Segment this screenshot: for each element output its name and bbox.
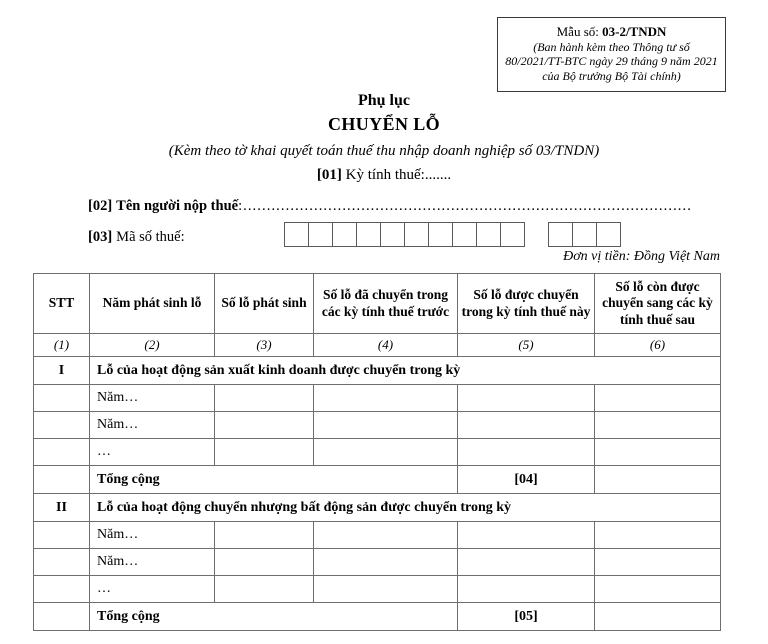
section-number: I [34,357,90,385]
table-row [34,385,721,412]
tax-code-cell-1[interactable] [284,222,309,247]
loss-carryforward-table [33,273,721,631]
tax-code-cell-7[interactable] [428,222,453,247]
cell-stt [34,576,90,603]
section-number: II [34,494,90,522]
cell-loss-carried-next[interactable] [595,522,721,549]
tax-code-cell-2[interactable] [308,222,333,247]
form-issue-line-3: của Bộ trưởng Bộ Tài chính) [542,69,681,84]
tax-code-cell-4[interactable] [356,222,381,247]
header-loss-carried-this: Số lỗ được chuyển trong kỳ tính thuế này [458,274,595,334]
taxpayer-mst-code: [03] [88,228,113,245]
colnum-1: (1) [34,334,90,357]
tax-code-branch-cell-3[interactable] [596,222,621,247]
section-total-row [34,466,721,494]
cell-stt [34,385,90,412]
cell-loss-arisen[interactable] [215,412,314,439]
tax-code-cell-8[interactable] [452,222,477,247]
form-code-prefix: Mẫu số: [556,24,599,39]
section-total-row [34,603,721,631]
tax-code-branch-cell-2[interactable] [572,222,597,247]
form-issue-line-2: 80/2021/TT-BTC ngày 29 tháng 9 năm 2021 [505,54,718,69]
cell-loss-carried-next[interactable] [595,385,721,412]
colnum-4: (4) [314,334,458,357]
currency-unit-note: Đơn vị tiền: Đồng Việt Nam [563,249,720,264]
cell-stt [34,603,90,631]
cell-loss-year: … [90,576,215,603]
form-code-value: 03-2/TNDN [602,24,667,39]
taxpayer-name-code: [02] [88,198,113,214]
table-column-number-row [34,334,721,357]
taxpayer-name-label: Tên người nộp thuế [116,198,239,214]
header-loss-carried-next: Số lỗ còn được chuyển sang các kỳ tính thuế sau [595,274,721,334]
total-label: Tổng cộng [90,603,458,631]
cell-loss-carried-prev[interactable] [314,385,458,412]
cell-loss-arisen[interactable] [215,439,314,466]
tax-code-cell-5[interactable] [380,222,405,247]
document-title-block [0,90,768,187]
page-title: CHUYỂN LỖ [327,114,441,135]
tax-period-value: ....... [424,167,452,184]
section-header-row [34,357,721,385]
cell-loss-carried-next[interactable] [595,549,721,576]
cell-loss-carried-prev[interactable] [314,412,458,439]
cell-loss-year: Năm… [90,522,215,549]
taxpayer-mst-label: Mã số thuế: [116,228,185,245]
tax-code-branch-cell-1[interactable] [548,222,573,247]
cell-stt [34,549,90,576]
table-row [34,549,721,576]
tax-period-line [0,163,768,187]
tax-code-cell-3[interactable] [332,222,357,247]
total-indicator-code: [04] [458,466,595,494]
taxpayer-name-row [88,198,728,222]
total-carried-next[interactable] [595,603,721,631]
total-indicator-code: [05] [458,603,595,631]
header-loss-year: Năm phát sinh lỗ [90,274,215,334]
section-header-row [34,494,721,522]
tax-code-cell-10[interactable] [500,222,525,247]
cell-loss-carried-this[interactable] [458,439,595,466]
cell-stt [34,466,90,494]
cell-loss-year: Năm… [90,412,215,439]
cell-stt [34,439,90,466]
colnum-5: (5) [458,334,595,357]
cell-stt [34,412,90,439]
cell-loss-carried-prev[interactable] [314,522,458,549]
header-loss-carried-prev: Số lỗ đã chuyển trong các kỳ tính thuế trước [314,274,458,334]
cell-loss-arisen[interactable] [215,576,314,603]
cell-loss-arisen[interactable] [215,385,314,412]
cell-loss-carried-next[interactable] [595,412,721,439]
cell-loss-year: … [90,439,215,466]
colnum-6: (6) [595,334,721,357]
title-kicker: Phụ lục [357,92,410,109]
total-label: Tổng cộng [90,466,458,494]
table-row [34,522,721,549]
cell-loss-carried-next[interactable] [595,576,721,603]
cell-loss-carried-prev[interactable] [314,439,458,466]
cell-loss-carried-this[interactable] [458,385,595,412]
table-row [34,576,721,603]
cell-loss-arisen[interactable] [215,549,314,576]
cell-loss-carried-prev[interactable] [314,549,458,576]
cell-loss-year: Năm… [90,385,215,412]
table-header-row [34,274,721,334]
cell-loss-carried-next[interactable] [595,439,721,466]
tax-code-group-primary[interactable] [284,222,524,247]
colnum-3: (3) [215,334,314,357]
cell-loss-carried-this[interactable] [458,549,595,576]
cell-loss-carried-this[interactable] [458,576,595,603]
cell-loss-carried-this[interactable] [458,522,595,549]
colnum-2: (2) [90,334,215,357]
table-row [34,412,721,439]
table-body [34,357,721,631]
header-stt: STT [34,274,90,334]
form-code-line [504,24,719,40]
total-carried-next[interactable] [595,466,721,494]
tax-code-entry[interactable] [284,222,620,247]
tax-period-label: Kỳ tính thuế: [345,167,425,184]
tax-period-code: [01] [316,167,342,184]
title-attachment-note: (Kèm theo tờ khai quyết toán thuế thu nhập doanh nghiệp số 03/TNDN) [168,142,600,159]
section-title: Lỗ của hoạt động sản xuất kinh doanh được chuyển trong kỳ [90,357,721,385]
cell-loss-arisen[interactable] [215,522,314,549]
taxpayer-name-colon: : [238,198,243,214]
tax-code-group-branch[interactable] [548,222,620,247]
header-loss-arisen: Số lỗ phát sinh [215,274,314,334]
cell-loss-carried-this[interactable] [458,412,595,439]
form-issue-line-1: (Ban hành kèm theo Thông tư số [533,39,690,54]
cell-loss-year: Năm… [90,549,215,576]
cell-loss-carried-prev[interactable] [314,576,458,603]
cell-stt [34,522,90,549]
section-title: Lỗ của hoạt động chuyển nhượng bất động sản được chuyển trong kỳ [90,494,721,522]
tax-code-cell-9[interactable] [476,222,501,247]
table-row [34,439,721,466]
form-code-box [497,17,726,92]
tax-code-cell-6[interactable] [404,222,429,247]
taxpayer-name-input[interactable]: ............................................................................................... [243,198,692,214]
